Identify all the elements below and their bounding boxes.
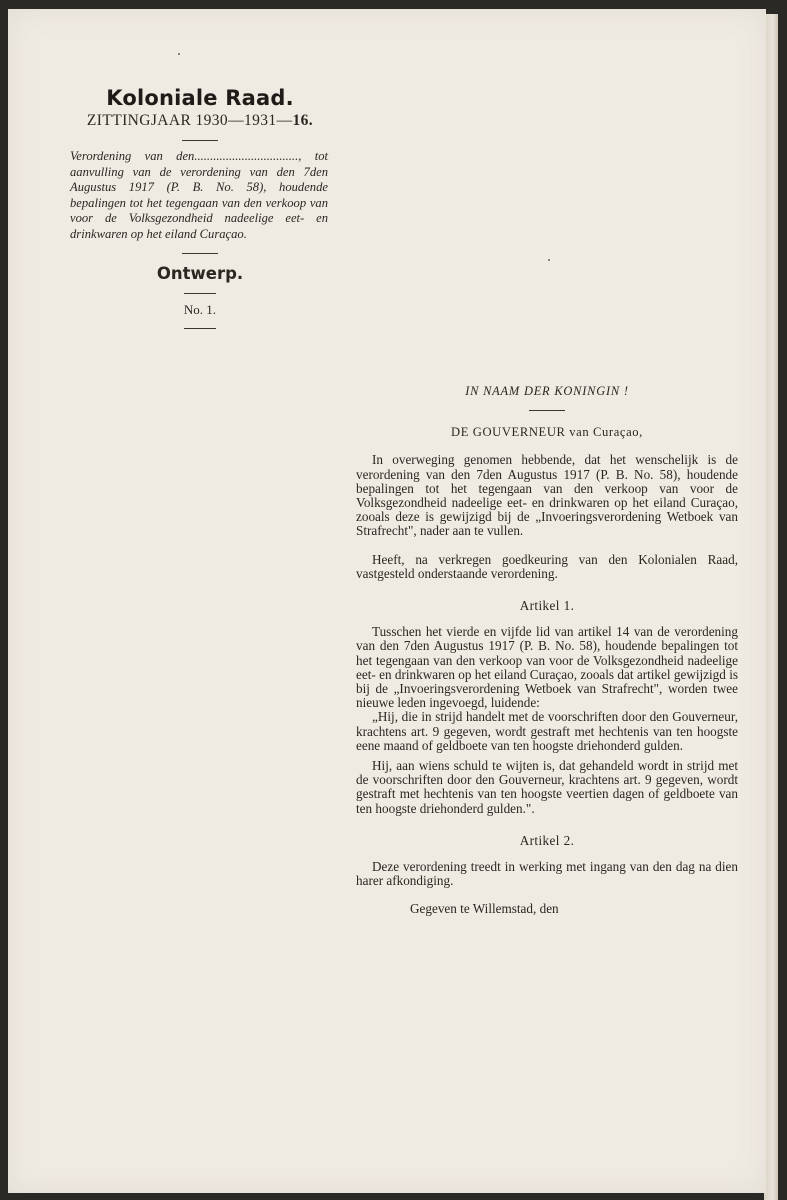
session-year	[60, 112, 340, 130]
governor-line: DE GOUVERNEUR van Curaçao,	[451, 425, 643, 440]
document-number: No. 1.	[183, 301, 217, 317]
article-1-clause-1: „Hij, die in strijd handelt met de voorschriften door den Gouverneur, krachtens art. 9 gegeven, wordt gestraft met hechtenis van ten hoogste eene maand of geldboete van ten hoogste driehonderd gulden.	[356, 709, 738, 753]
article-2-title: Artikel 2.	[519, 832, 575, 848]
article-2-text: Deze verordening treedt in werking met ingang van den dag na dien harer afkondiging.	[356, 859, 738, 889]
speck	[178, 53, 180, 55]
invocation: IN NAAM DER KONINGIN !	[465, 384, 629, 398]
session-number: 16.	[292, 112, 314, 129]
preamble-paragraph: In overweging genomen hebbende, dat het wenschelijk is de verordening van den 7den Augustus 1917 (P. B. No. 58), houdende bepalingen tot het tegengaan van den verkoop van voor de Volksgezondheid nadeelige eet- en drinkwaren op het eiland Curaçao, zooals deze is gewijzigd bij de „Invoeringsverordening Wetboek van Strafrecht", nader aan te vullen.	[356, 452, 738, 539]
divider	[182, 140, 218, 141]
closing-line: Gegeven te Willemstad, den	[410, 901, 559, 917]
ordinance-body	[356, 384, 738, 917]
article-1-text: Tusschen het vierde en vijfde lid van artikel 14 van de verordening van den 7den Augustus 1917 (P. B. No. 58), houdende bepalingen tot het tegengaan van den verkoop van voor de Volksgezondheid nadeelige eet- en drinkwaren op het eiland Curaçao, zooals dat artikel gewijzigd is bij de „Invoeringsverordening Wetboek van Strafrecht", worden twee nieuwe leden ingevoegd, luidende:	[356, 624, 738, 711]
page-edge	[764, 14, 778, 1200]
divider	[182, 253, 218, 254]
article-1-clause-2: Hij, aan wiens schuld te wijten is, dat gehandeld wordt in strijd met de voorschriften door den Gouverneur, krachtens art. 9 gegeven, wordt gestraft met hechtenis van ten hoogste veertien dagen of geldboete van ten hoogste driehonderd gulden.".	[356, 758, 738, 816]
article-1-title: Artikel 1.	[519, 598, 575, 614]
council-title: Koloniale Raad.	[106, 86, 294, 110]
draft-label: Ontwerp.	[156, 263, 244, 283]
speck	[548, 259, 550, 261]
divider	[184, 328, 216, 329]
session-prefix: ZITTINGJAAR 1930—1931—	[86, 112, 293, 129]
approval-paragraph: Heeft, na verkregen goedkeuring van den Kolonialen Raad, vastgesteld onderstaande verordening.	[356, 551, 738, 581]
document-header	[60, 86, 340, 337]
ordinance-description: Verordening van den................................., tot aanvulling van de verordening van den 7den Augustus 1917 (P. B. No. 58), houdende bepalingen tot het tegengaan van den verkoop van voor de Volksgezondheid nadeelige eet- en drinkwaren op het eiland Curaçao.	[70, 149, 328, 241]
divider	[184, 293, 216, 294]
divider	[529, 410, 565, 411]
